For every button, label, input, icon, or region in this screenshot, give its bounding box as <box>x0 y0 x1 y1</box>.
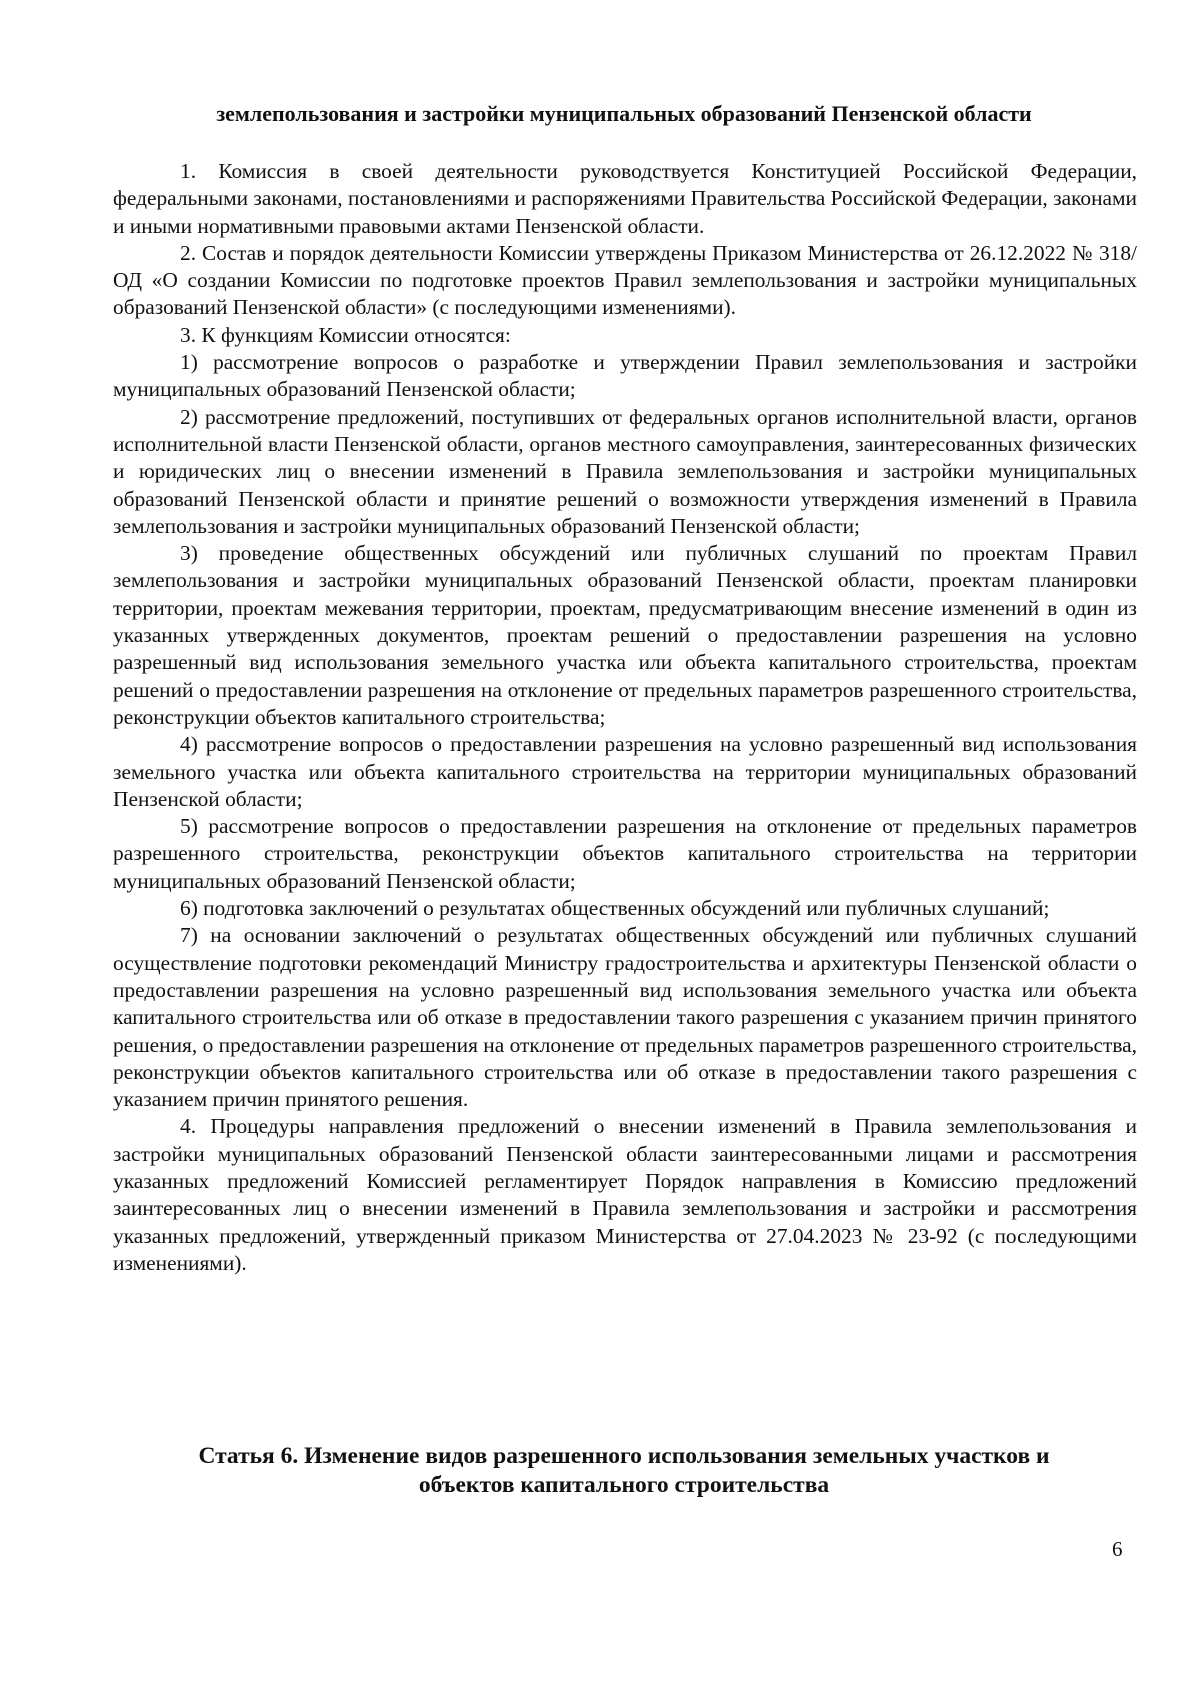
section-heading-continuation: землепользования и застройки муниципальных образований Пензенской области <box>216 101 1032 126</box>
list-item-5: 5) рассмотрение вопросов о предоставлении разрешения на отклонение от предельных параметров разрешенного строительства, реконструкции объектов капитального строительства на территории муниципальных образований Пензенской области; <box>113 814 1137 893</box>
article-heading-line-2: объектов капитального строительства <box>418 1472 830 1498</box>
article-heading-line-1: Статья 6. Изменение видов разрешенного использования земельных участков и <box>198 1443 1050 1469</box>
paragraph-3: 3. К функциям Комиссии относятся: <box>180 322 511 347</box>
list-item-7: 7) на основании заключений о результатах общественных обсуждений или публичных слушаний осуществление подготовки рекомендаций Министру градостроительства и архитектуры Пензенской области о предоставлении разрешения на условно разрешенный вид использования земельного участка или объекта капитального строительства или об отказе в предоставлении такого разрешения с указанием причин принятого решения, о предоставлении разрешения на отклонение от предельных параметров разрешенного строительства, реконструкции объектов капитального строительства или об отказе в предоставлении такого разрешения с указанием причин принятого решения. <box>113 923 1137 1112</box>
paragraph-2: 2. Состав и порядок деятельности Комиссии утверждены Приказом Министерства от 26.12.2022 № 318/ОД «О создании Комиссии по подготовке проектов Правил землепользования и застройки муниципальных образований Пензенской области» (с последующими изменениями). <box>113 240 1137 320</box>
paragraph-4: 4. Процедуры направления предложений о внесении изменений в Правила землепользования и застройки муниципальных образований Пензенской области заинтересованными лицами и рассмотрения указанных предложений Комиссией регламентирует Порядок направления в Комиссию предложений заинтересованных лиц о внесении изменений в Правила землепользования и застройки и рассмотрения указанных предложений, утвержденный приказом Министерства от 27.04.2023 № 23-92 (с последующими изменениями). <box>113 1114 1137 1275</box>
list-item-4: 4) рассмотрение вопросов о предоставлении разрешения на условно разрешенный вид использования земельного участка или объекта капитального строительства на территории муниципальных образований Пензенской области; <box>113 732 1137 811</box>
list-item-2: 2) рассмотрение предложений, поступивших от федеральных органов исполнительной власти, органов исполнительной власти Пензенской области, органов местного самоуправления, заинтересованных физических и юридических лиц о внесении изменений в Правила землепользования и застройки муниципальных образований Пензенской области и принятие решений о возможности утверждения изменений в Правила землепользования и застройки муниципальных образований Пензенской области; <box>113 404 1137 538</box>
list-item-3: 3) проведение общественных обсуждений или публичных слушаний по проектам Правил землепользования и застройки муниципальных образований Пензенской области, проектам планировки территории, проектам межевания территории, проектам, предусматривающим внесение изменений в один из указанных утвержденных документов, проектам решений о предоставлении разрешения на условно разрешенный вид использования земельного участка или объекта капитального строительства, проектам решений о предоставлении разрешения на отклонение от предельных параметров разрешенного строительства, реконструкции объектов капитального строительства; <box>113 541 1137 729</box>
list-item-6: 6) подготовка заключений о результатах общественных обсуждений или публичных слушаний; <box>180 896 1050 921</box>
document-body <box>113 158 1137 1277</box>
page-number: 6 <box>1112 1537 1123 1561</box>
list-item-1: 1) рассмотрение вопросов о разработке и утверждении Правил землепользования и застройки муниципальных образований Пензенской области; <box>113 350 1137 402</box>
paragraph-1: 1. Комиссия в своей деятельности руководствуется Конституцией Российской Федерации, федеральными законами, постановлениями и распоряжениями Правительства Российской Федерации, законами и иными нормативными правовыми актами Пензенской области. <box>113 159 1137 238</box>
article-heading <box>112 1442 1136 1500</box>
